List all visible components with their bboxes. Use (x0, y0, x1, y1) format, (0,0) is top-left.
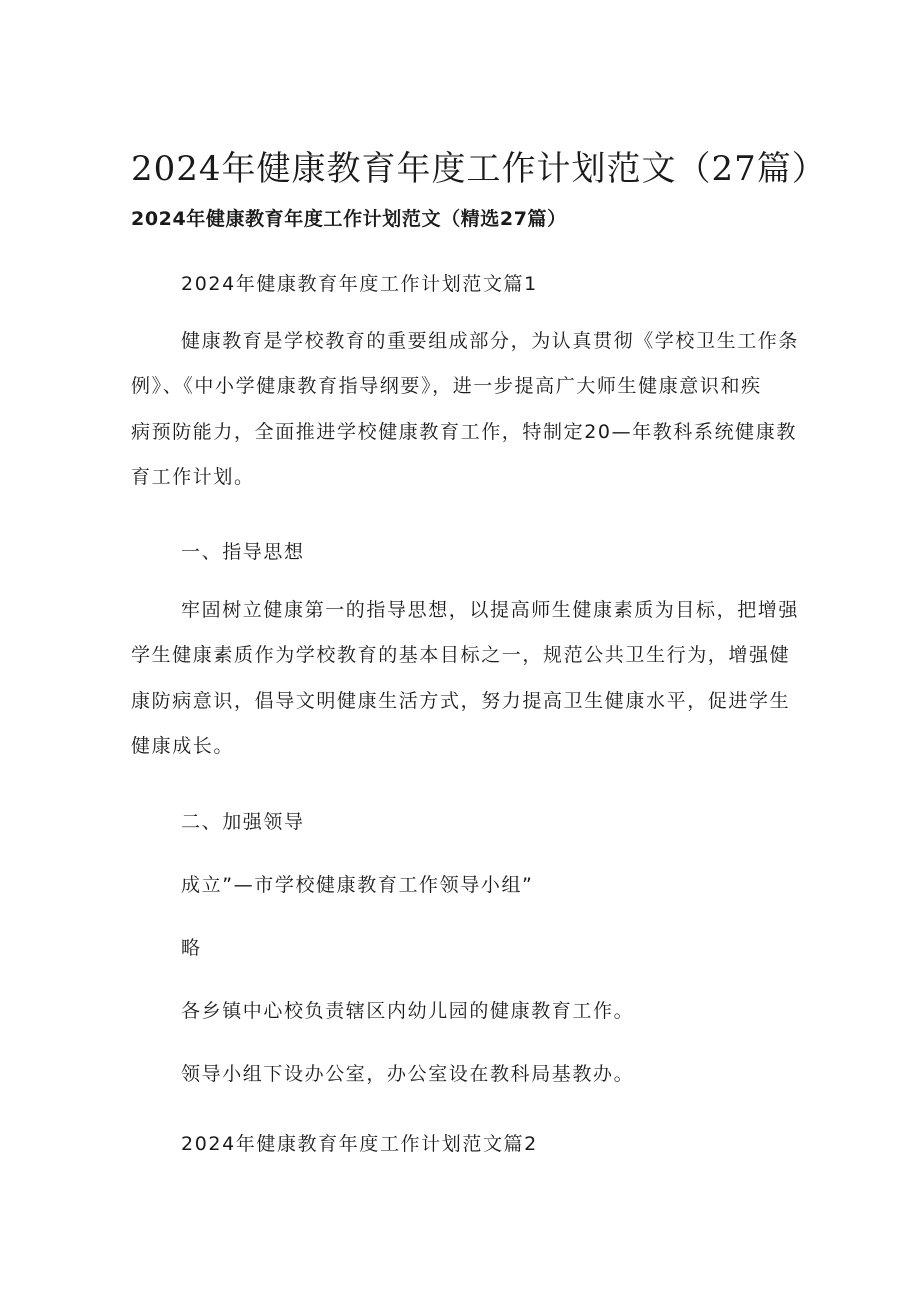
paragraph-line: 例》、《中小学健康教育指导纲要》，进一步提高广大师生健康意识和疾 (131, 375, 762, 397)
paragraph-line: 健康教育是学校教育的重要组成部分，为认真贯彻《学校卫生工作条 (181, 330, 800, 352)
part1-heading: 一、指导思想 (181, 541, 305, 563)
section-heading-2: 2024年健康教育年度工作计划范文篇2 (181, 1133, 538, 1155)
paragraph-line: 牢固树立健康第一的指导思想，以提高师生健康素质为目标，把增强 (181, 599, 800, 621)
paragraph-line: 学生健康素质作为学校教育的基本目标之一，规范公共卫生行为，增强健 (131, 644, 791, 666)
paragraph-line: 病预防能力，全面推进学校健康教育工作，特制定20—年教科系统健康教 (131, 420, 797, 443)
part2-item-office: 领导小组下设办公室，办公室设在教科局基教办。 (181, 1063, 635, 1085)
section-heading-1: 2024年健康教育年度工作计划范文篇1 (181, 273, 538, 295)
paragraph-line: 育工作计划。 (131, 466, 255, 488)
part2-item-omitted: 略 (181, 937, 202, 959)
document-title: 2024年健康教育年度工作计划范文（27篇） (131, 149, 827, 189)
part2-heading: 二、加强领导 (181, 811, 305, 833)
intro-paragraph (181, 319, 841, 365)
part2-item-township: 各乡镇中心校负责辖区内幼儿园的健康教育工作。 (181, 1000, 635, 1022)
part1-paragraph-continued (131, 633, 791, 770)
part2-item-group: 成立”—市学校健康教育工作领导小组” (181, 874, 534, 896)
document-subtitle: 2024年健康教育年度工作计划范文（精选27篇） (131, 208, 567, 230)
intro-paragraph-continued (131, 364, 797, 501)
paragraph-line: 健康成长。 (131, 735, 235, 757)
part1-paragraph (181, 588, 841, 634)
paragraph-line: 康防病意识，倡导文明健康生活方式，努力提高卫生健康水平，促进学生 (131, 689, 791, 712)
